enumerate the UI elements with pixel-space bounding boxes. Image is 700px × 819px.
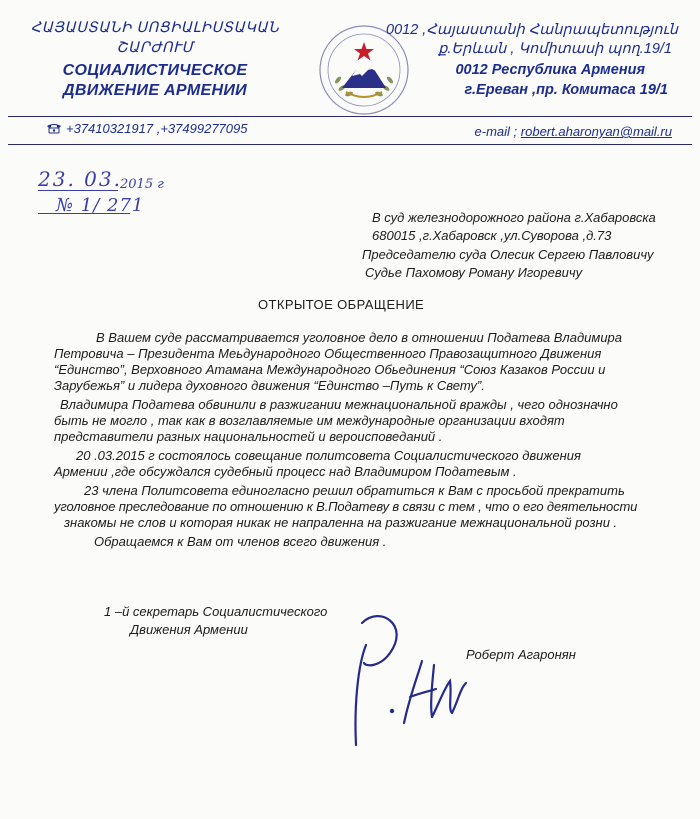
body-line: уголовное преследование по отношению к В.Податеву в связи с тем , что о его деятельности — [54, 499, 638, 514]
address-armenian-line2: ք.Երևան , Կոմիտասի պող.19/1 — [438, 41, 672, 57]
email-row — [475, 124, 672, 139]
org-name-russian-line1: СОЦИАЛИСТИЧЕСКОЕ — [62, 62, 248, 79]
body-line: В Вашем суде рассматривается уголовное дело в отношении Податева Владимира — [96, 330, 623, 345]
handwritten-reg-number: № 1/ 271 — [56, 195, 145, 216]
address-russian-line2: г.Ереван ,пр. Комитаса 19/1 — [464, 82, 668, 98]
handwritten-year: 2015 г — [120, 177, 164, 192]
signatory-position-line2: Движения Армении — [130, 622, 248, 637]
phone-icon — [46, 122, 62, 137]
document-title: ОТКРЫТОЕ ОБРАЩЕНИЕ — [258, 297, 425, 312]
handwritten-date: 23. 03. — [38, 167, 122, 191]
recipient-line4: Судье Пахомову Роману Игоревичу — [365, 265, 583, 280]
body-line: Зарубежья” и лидера духовного движения “Единство –Путь к Свету”. — [54, 378, 485, 393]
email-label: e-mail ; — [474, 124, 518, 139]
handwritten-signature — [340, 605, 480, 765]
body-line: быть не могло , так как в возглавляемые им международные организации входят — [54, 413, 565, 428]
recipient-line1: В суд железнодорожного района г.Хабаровска — [372, 210, 656, 225]
body-line: Петровича – Президента Мeьдународного Общественного Правозащитного Движения — [54, 346, 602, 361]
body-line: 20 .03.2015 г состоялось совещание политсовета Социалистического движения — [76, 448, 581, 463]
phone-row — [46, 121, 247, 137]
body-line: представители разных национальностей и вероисповеданий . — [54, 429, 443, 444]
body-line: Армении ,где обсуждался судебный процесс над Владимиром Податевым . — [54, 464, 517, 479]
reg-number-underline — [38, 213, 130, 214]
org-name-armenian-line2: ՇԱՐԺՈՒՄ — [116, 40, 194, 56]
body-line: Владимира Податева обвинили в разжигании межнациональной вражды , чего однозначно — [60, 397, 618, 412]
org-name-armenian-line1: ՀԱՅԱՍՏԱՆԻ ՍՈՑԻԱԼԻՍՏԱԿԱՆ — [30, 20, 280, 36]
email-link[interactable]: robert.aharonyan@mail.ru — [520, 124, 672, 139]
signatory-position-line1: 1 –й секретарь Социалистического — [104, 604, 328, 619]
header-divider-top — [8, 116, 692, 117]
signatory-name: Роберт Агаронян — [466, 647, 576, 662]
signature-icon — [340, 605, 480, 765]
body-line: 23 члена Политсовета единогласно решил обратиться к Вам с просьбой прекратить — [84, 483, 625, 498]
recipient-line3: Председателю суда Олесик Сергею Павловичу — [362, 247, 654, 262]
header-divider-bottom — [8, 144, 692, 145]
recipient-line2: 680015 ,г.Хабаровск ,ул.Суворова ,д.73 — [372, 228, 612, 243]
address-russian-line1: 0012 Республика Армения — [455, 62, 645, 78]
body-line: знакомы не слов и которая никак не напраленна на разжигание межнациональной розни . — [64, 515, 618, 530]
org-name-russian-line2: ДВИЖЕНИЕ АРМЕНИИ — [63, 82, 247, 99]
address-armenian-line1: 0012 ,Հայաստանի Հանրապետություն — [386, 22, 678, 38]
body-line: “Единство”, Верховного Атамана Международного Обьединения “Союз Казаков России и — [54, 362, 606, 377]
body-line: Обращаемся к Вам от членов всего движения . — [94, 534, 387, 549]
date-underline — [38, 190, 118, 191]
phone-numbers: +37410321917 ,+37499277095 — [66, 121, 248, 136]
